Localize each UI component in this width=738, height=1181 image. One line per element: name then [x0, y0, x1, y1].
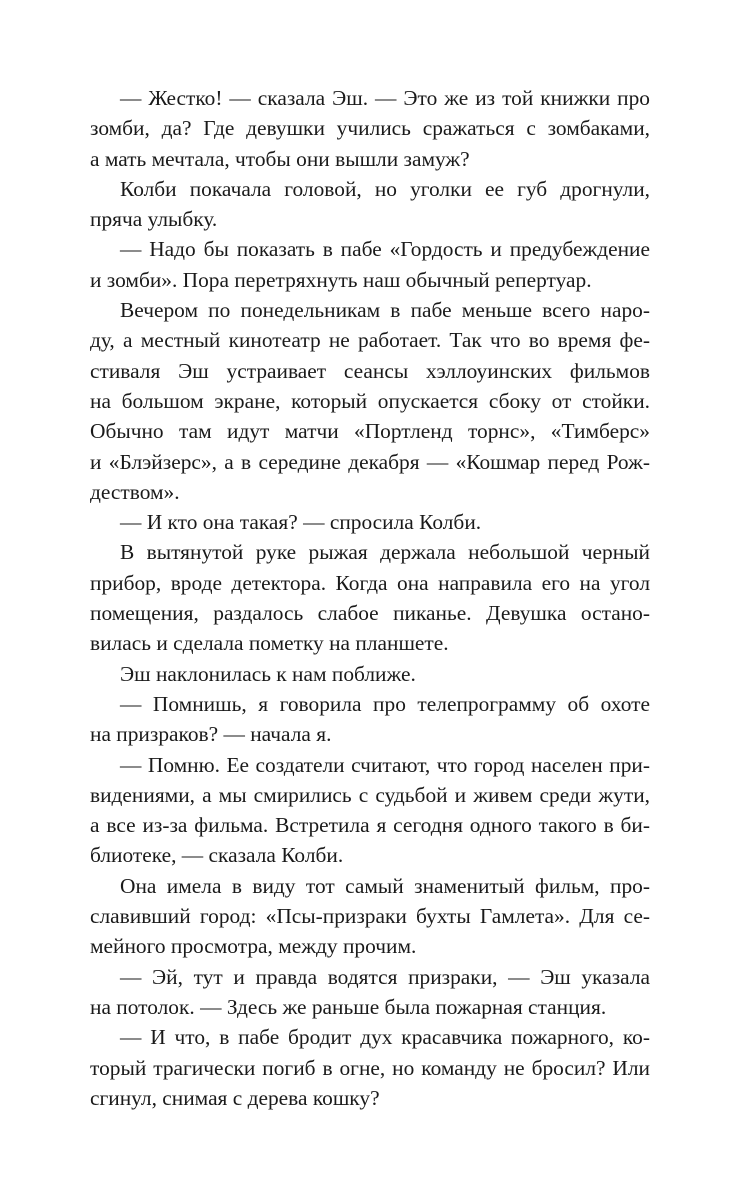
- paragraph: [90, 962, 650, 1023]
- text-line: прибор, вроде детектора. Когда она направила его на угол: [90, 570, 650, 595]
- text-line: — Эй, тут и правда водятся призраки, — Эш указала: [120, 964, 650, 989]
- paragraph: [90, 871, 650, 962]
- text-line: торый трагически погиб в огне, но команду не бросил? Или: [90, 1055, 650, 1080]
- paragraph: [90, 83, 650, 174]
- text-line: зомби, да? Где девушки учились сражаться с зомбаками,: [90, 116, 650, 141]
- text-line: а мать мечтала, чтобы они вышли замуж?: [90, 146, 470, 171]
- text-line: и «Блэйзерс», а в середине декабря — «Кошмар перед Рож-: [90, 449, 650, 474]
- text-line: В вытянутой руке рыжая держала небольшой черный: [120, 540, 650, 565]
- text-line: Вечером по понедельникам в пабе меньше всего наро-: [120, 298, 650, 323]
- text-line: сгинул, снимая с дерева кошку?: [90, 1085, 380, 1110]
- text-line: — Жестко! — сказала Эш. — Это же из той книжки про: [120, 86, 650, 110]
- text-line: славивший город: «Псы-призраки бухты Гамлета». Для се-: [90, 904, 650, 929]
- text-line: видениями, а мы смирились с судьбой и живем среди жути,: [90, 782, 650, 807]
- text-line: Эш наклонилась к нам поближе.: [120, 661, 416, 686]
- text-line: — Помню. Ее создатели считают, что город населен при-: [120, 752, 650, 777]
- text-line: на призраков? — начала я.: [90, 722, 332, 747]
- paragraph: [90, 689, 650, 750]
- text-line: на большом экране, который опускается сбоку от стойки.: [90, 388, 650, 413]
- text-line: а все из-за фильма. Встретила я сегодня одного такого в би-: [90, 813, 650, 838]
- paragraph: [90, 234, 650, 295]
- paragraph: [90, 1022, 650, 1113]
- text-line: стиваля Эш устраивает сеансы хэллоуинских фильмов: [90, 358, 650, 383]
- paragraph: [90, 537, 650, 658]
- paragraph: [90, 659, 650, 689]
- text-line: блиотеке, — сказала Колби.: [90, 843, 344, 868]
- paragraph: [90, 174, 650, 235]
- text-line: — Помнишь, я говорила про телепрограмму об охоте: [120, 691, 650, 716]
- paragraph: [90, 750, 650, 871]
- text-line: помещения, раздалось слабое пиканье. Девушка остано-: [90, 601, 650, 626]
- text-line: ду, а местный кинотеатр не работает. Так что во время фе-: [90, 328, 650, 353]
- text-line: на потолок. — Здесь же раньше была пожарная станция.: [90, 994, 607, 1019]
- paragraph: [90, 295, 650, 507]
- text-line: Она имела в виду тот самый знаменитый фильм, про-: [120, 873, 650, 898]
- text-line: — Надо бы показать в пабе «Гордость и предубеждение: [120, 237, 650, 262]
- text-line: пряча улыбку.: [90, 207, 218, 232]
- text-line: — И кто она такая? — спросила Колби.: [120, 510, 482, 535]
- text-line: вилась и сделала пометку на планшете.: [90, 631, 449, 656]
- text-line: Колби покачала головой, но уголки ее губ дрогнули,: [120, 176, 650, 201]
- text-line: мейного просмотра, между прочим.: [90, 934, 417, 959]
- book-page: [90, 83, 650, 1113]
- text-line: — И что, в пабе бродит дух красавчика пожарного, ко-: [120, 1025, 650, 1050]
- paragraph: [90, 507, 650, 537]
- text-line: и зомби». Пора перетряхнуть наш обычный репертуар.: [90, 267, 592, 292]
- text-line: Обычно там идут матчи «Портленд торнс», «Тимберс»: [90, 419, 650, 444]
- text-line: деством».: [90, 479, 180, 504]
